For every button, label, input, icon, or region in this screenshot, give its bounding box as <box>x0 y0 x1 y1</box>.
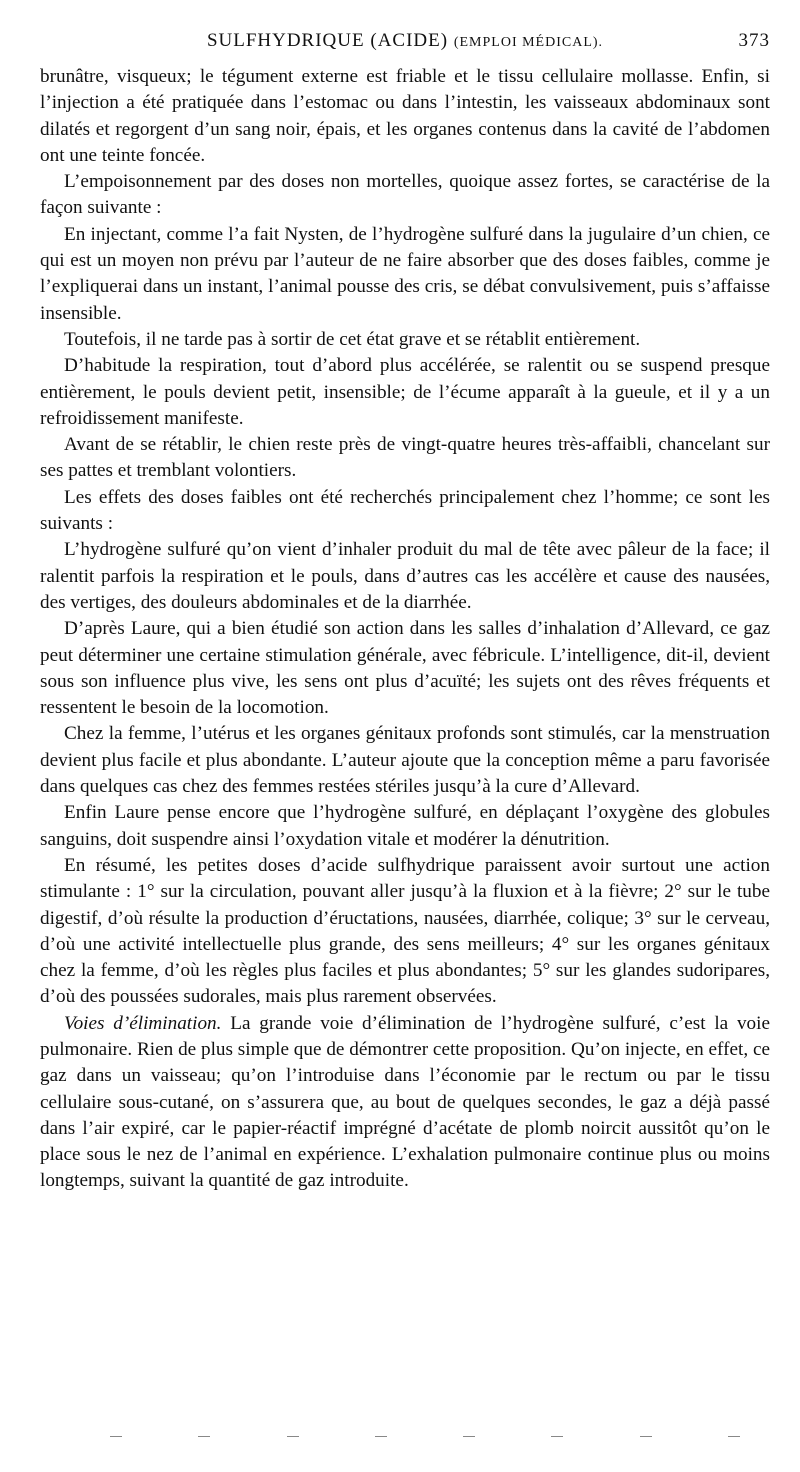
running-title-main: SULFHYDRIQUE (ACIDE) <box>206 30 449 51</box>
elimination-paragraph <box>40 1011 770 1195</box>
mark <box>551 1436 563 1437</box>
mark <box>287 1436 299 1437</box>
paragraph: En résumé, les petites doses d’acide sulfhydrique paraissent avoir surtout une action stimulante : 1° sur la circulation, pouvant aller jusqu’à la fluxion et à la fièvre; 2° sur le tube digestif, d’où résulte la production d’éructations, nausées, diarrhée, colique; 3° sur le cerveau, d’où une activité intellectuelle plus grande, des sens meilleurs; 4° sur les organes génitaux chez la femme, d’où les règles plus faciles et plus abondantes; 5° sur les glandes sudoripares, d’où des poussées sudorales, mais plus rarement observées. <box>40 854 770 1008</box>
section-heading: Voies d’élimination. <box>64 1012 222 1034</box>
mark <box>640 1436 652 1437</box>
paragraph: Toutefois, il ne tarde pas à sortir de cet état grave et se rétablit entièrement. <box>64 328 641 350</box>
body-text <box>40 64 770 1195</box>
page-header <box>40 30 770 62</box>
paragraph: brunâtre, visqueux; le tégument externe est friable et le tissu cellulaire mollasse. Enfin, si l’injection a été pratiquée dans l’estomac ou dans l’intestin, les vaisseaux abdominaux sont dilatés et regorgent d’un sang noir, épais, et les organes contenus dans la cavité de l’abdomen ont une teinte foncée. <box>40 66 770 166</box>
mark <box>728 1436 740 1437</box>
elimination-text: La grande voie d’élimination de l’hydrogène sulfuré, c’est la voie pulmonaire. Rien de plus simple que de démontrer cette proposition. Qu’on injecte, en effet, ce gaz dans un vaisseau; qu’on l’introduise dans l’économie par le rectum ou par le tissu cellulaire sous-cutané, on s’assurera que, au bout de quelques secondes, le gaz a déjà passé dans l’air expiré, car le papier-réactif imprégné d’acétate de plomb noircit aussitôt qu’on le place sous le nez de l’animal en expérience. L’exhalation pulmonaire continue plus ou moins longtemps, suivant la quantité de gaz introduite. <box>40 1012 770 1192</box>
mark <box>463 1436 475 1437</box>
bottom-marks <box>110 1436 740 1437</box>
paragraph: Enfin Laure pense encore que l’hydrogène sulfuré, en déplaçant l’oxygène des globules sanguins, doit suspendre ainsi l’oxydation vitale et modérer la dénutrition. <box>40 802 770 850</box>
paragraph: L’hydrogène sulfuré qu’on vient d’inhaler produit du mal de tête avec pâleur de la face; il ralentit parfois la respiration et le pouls, dans d’autres cas les accélère et cause des nausées, des vertiges, des douleurs abdominales et de la diarrhée. <box>40 539 770 613</box>
paragraph: En injectant, comme l’a fait Nysten, de l’hydrogène sulfuré dans la jugulaire d’un chien, ce qui est un moyen non prévu par l’auteur de ne faire absorber que des doses faibles, comme je l’expliquerai dans un instant, l’animal pousse des cris, se débat convulsivement, puis s’affaisse insensible. <box>40 223 770 324</box>
running-title <box>40 30 770 52</box>
paragraph: Avant de se rétablir, le chien reste près de vingt-quatre heures très-affaibli, chancelant sur ses pattes et tremblant volontiers. <box>40 434 770 482</box>
mark <box>375 1436 387 1437</box>
paragraph: L’empoisonnement par des doses non mortelles, quoique assez fortes, se caractérise de la façon suivante : <box>40 171 770 219</box>
running-title-sub: (EMPLOI MÉDICAL). <box>453 35 604 50</box>
paragraph: Les effets des doses faibles ont été recherchés principalement chez l’homme; ce sont les suivants : <box>40 486 770 535</box>
paragraph: D’habitude la respiration, tout d’abord plus accélérée, se ralentit ou se suspend presque entièrement, le pouls devient petit, insensible; de l’écume apparaît à la gueule, et il y a un refroidissement manifeste. <box>40 355 770 429</box>
paragraph: D’après Laure, qui a bien étudié son action dans les salles d’inhalation d’Allevard, ce gaz peut déterminer une certaine stimulation générale, avec fébricule. L’intelligence, dit-il, devient sous son influence plus vive, les sens ont plus d’acuïté; les sujets ont des rêves fréquents et ressentent le besoin de la locomotion. <box>40 618 770 719</box>
page-number: 373 <box>738 30 770 51</box>
paragraph: Chez la femme, l’utérus et les organes génitaux profonds sont stimulés, car la menstruation devient plus facile et plus abondante. L’auteur ajoute que la conception même a paru favorisée dans quelques cas chez des femmes restées stériles jusqu’à la cure d’Allevard. <box>40 723 770 798</box>
mark <box>110 1436 122 1437</box>
mark <box>198 1436 210 1437</box>
